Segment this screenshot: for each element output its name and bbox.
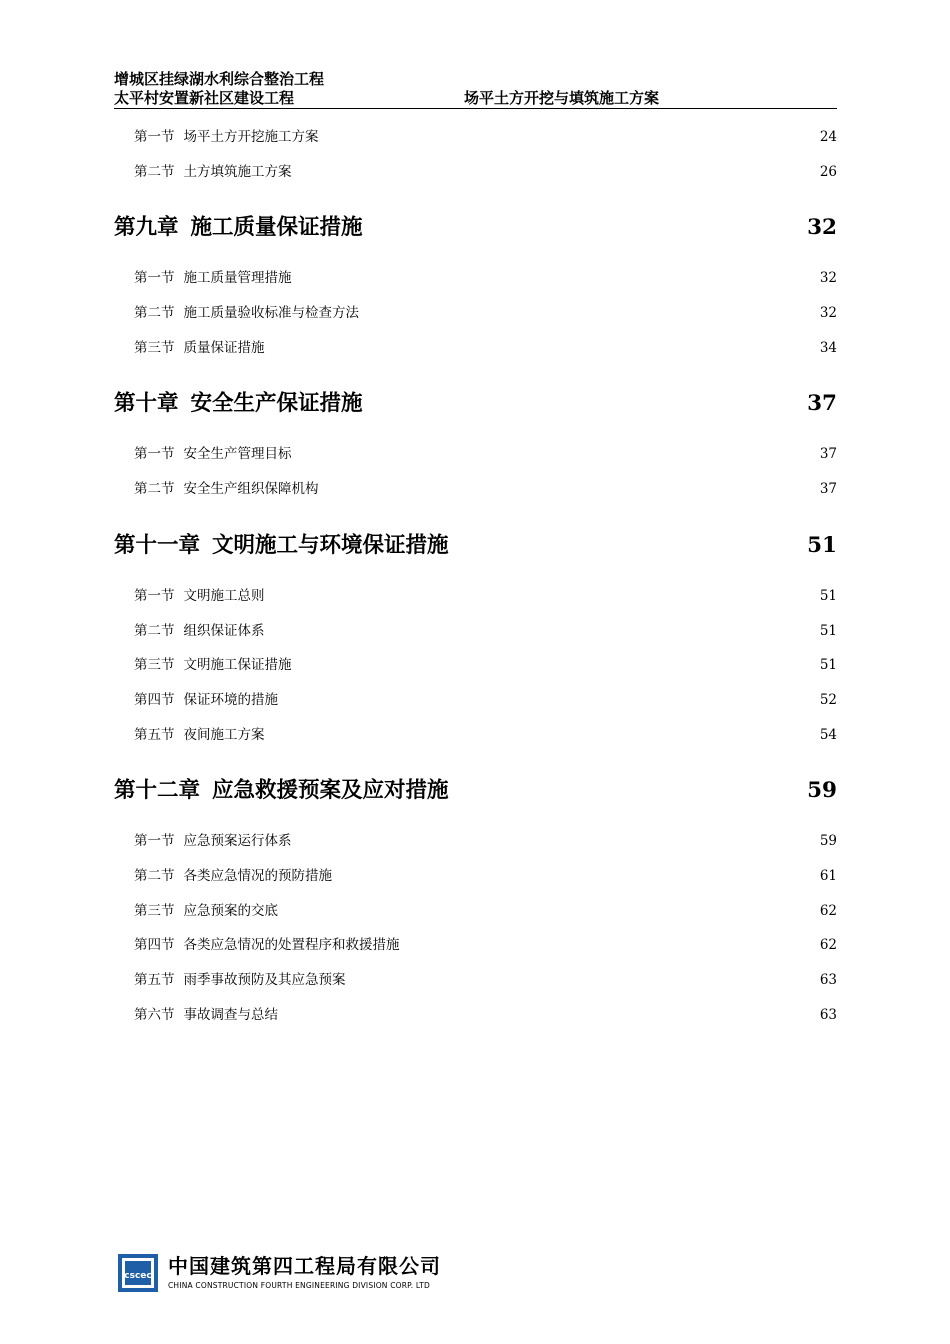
dot-leader bbox=[292, 831, 820, 845]
section-title: 安全生产管理目标 bbox=[183, 446, 292, 463]
page-number: 37 bbox=[807, 391, 837, 417]
dot-leader bbox=[292, 655, 820, 669]
section-title: 应急预案运行体系 bbox=[183, 833, 292, 850]
chapter-title: 应急救援预案及应对措施 bbox=[212, 778, 449, 804]
section-number: 第五节 bbox=[134, 972, 175, 988]
dot-leader bbox=[278, 901, 820, 915]
page-number: 32 bbox=[819, 270, 837, 287]
dot-leader bbox=[265, 725, 820, 739]
toc-entry-label bbox=[134, 296, 359, 331]
dot-leader bbox=[265, 586, 820, 600]
page-number: 63 bbox=[819, 972, 837, 988]
section-title: 事故调查与总结 bbox=[183, 1006, 278, 1023]
page-header bbox=[114, 68, 837, 109]
section-number: 第四节 bbox=[134, 691, 175, 708]
section-number: 第一节 bbox=[134, 270, 175, 287]
header-project-line2: 太平村安置新社区建设工程 bbox=[114, 89, 295, 107]
section-number: 第二节 bbox=[134, 481, 175, 498]
chapter-number: 第十章 bbox=[114, 391, 179, 417]
toc-chapter-entry[interactable] bbox=[114, 378, 837, 430]
dot-leader bbox=[278, 1005, 820, 1019]
toc-entry-label bbox=[134, 261, 292, 296]
dot-leader bbox=[319, 127, 820, 141]
section-number: 第六节 bbox=[134, 1006, 175, 1023]
toc-section-entry[interactable] bbox=[114, 296, 837, 331]
toc-section-entry[interactable] bbox=[114, 331, 837, 366]
page-number: 51 bbox=[819, 622, 837, 639]
footer-company-cn: 中国建筑第四工程局有限公司 bbox=[168, 1254, 441, 1278]
svg-text:cscec: cscec bbox=[124, 1271, 152, 1281]
toc-entry-label bbox=[134, 928, 400, 963]
toc-entry-label bbox=[134, 683, 278, 718]
section-number: 第三节 bbox=[134, 902, 175, 919]
chapter-number: 第九章 bbox=[114, 215, 179, 241]
dot-leader bbox=[449, 777, 808, 797]
dot-leader bbox=[363, 390, 808, 410]
dot-leader bbox=[332, 866, 820, 880]
section-title: 各类应急情况的处置程序和救援措施 bbox=[183, 937, 400, 954]
section-number: 第二节 bbox=[134, 867, 175, 884]
header-document-title: 场平土方开挖与填筑施工方案 bbox=[464, 89, 660, 107]
toc-entry-label bbox=[134, 963, 346, 998]
toc-entry-label bbox=[134, 998, 278, 1033]
chapter-title: 文明施工与环境保证措施 bbox=[212, 532, 449, 558]
page-number: 62 bbox=[819, 937, 837, 954]
page-number: 62 bbox=[819, 902, 837, 919]
chapter-title: 安全生产保证措施 bbox=[190, 391, 363, 417]
toc-section-entry[interactable] bbox=[114, 437, 837, 472]
toc-entry-label bbox=[134, 859, 332, 894]
page-number: 51 bbox=[807, 532, 837, 558]
dot-leader bbox=[292, 444, 820, 458]
section-number: 第二节 bbox=[134, 305, 175, 322]
page-number: 51 bbox=[819, 587, 837, 604]
toc-entry-label bbox=[134, 472, 319, 507]
toc-chapter-entry[interactable] bbox=[114, 202, 837, 254]
toc-section-entry[interactable] bbox=[114, 998, 837, 1033]
page-number: 34 bbox=[819, 339, 837, 356]
toc-entry-label bbox=[134, 437, 292, 472]
page-number: 61 bbox=[819, 867, 837, 884]
toc-section-entry[interactable] bbox=[114, 718, 837, 753]
toc-entry-label bbox=[114, 202, 363, 254]
section-number: 第一节 bbox=[134, 446, 175, 463]
dot-leader bbox=[265, 338, 820, 352]
toc-entry-label bbox=[134, 579, 265, 614]
section-number: 第三节 bbox=[134, 339, 175, 356]
section-number: 第二节 bbox=[134, 622, 175, 639]
table-of-contents bbox=[114, 120, 837, 1032]
toc-section-entry[interactable] bbox=[114, 683, 837, 718]
dot-leader bbox=[292, 268, 820, 282]
toc-section-entry[interactable] bbox=[114, 859, 837, 894]
section-title: 文明施工总则 bbox=[183, 587, 265, 604]
page-number: 26 bbox=[819, 163, 837, 180]
section-number: 第三节 bbox=[134, 657, 175, 674]
section-title: 各类应急情况的预防措施 bbox=[183, 867, 332, 884]
page-number: 59 bbox=[807, 778, 837, 804]
chapter-number: 第十二章 bbox=[114, 778, 201, 804]
dot-leader bbox=[265, 621, 820, 635]
section-number: 第四节 bbox=[134, 937, 175, 954]
page-number: 51 bbox=[819, 657, 837, 674]
dot-leader bbox=[319, 479, 820, 493]
page-number: 24 bbox=[819, 129, 837, 145]
toc-section-entry[interactable] bbox=[114, 120, 837, 155]
toc-entry-label bbox=[134, 331, 265, 366]
section-title: 场平土方开挖施工方案 bbox=[183, 129, 319, 145]
toc-section-entry[interactable] bbox=[114, 472, 837, 507]
toc-entry-label bbox=[134, 718, 265, 753]
toc-section-entry[interactable] bbox=[114, 614, 837, 649]
page-number: 37 bbox=[819, 481, 837, 498]
section-title: 质量保证措施 bbox=[183, 339, 265, 356]
toc-section-entry[interactable] bbox=[114, 579, 837, 614]
dot-leader bbox=[292, 162, 820, 176]
page-number: 32 bbox=[807, 215, 837, 241]
toc-chapter-entry[interactable] bbox=[114, 765, 837, 817]
chapter-number: 第十一章 bbox=[114, 532, 201, 558]
page-number: 59 bbox=[819, 833, 837, 850]
dot-leader bbox=[278, 690, 820, 704]
toc-entry-label bbox=[114, 765, 449, 817]
dot-leader bbox=[400, 935, 820, 949]
section-title: 安全生产组织保障机构 bbox=[183, 481, 319, 498]
dot-leader bbox=[346, 970, 820, 984]
toc-entry-label bbox=[134, 120, 319, 155]
toc-entry-label bbox=[114, 378, 363, 430]
section-number: 第一节 bbox=[134, 587, 175, 604]
header-project-line1: 增城区挂绿湖水利综合整治工程 bbox=[114, 70, 325, 88]
toc-section-entry[interactable] bbox=[114, 155, 837, 190]
footer-company-en: CHINA CONSTRUCTION FOURTH ENGINEERING DIVISION CORP. LTD bbox=[168, 1281, 430, 1290]
toc-chapter-entry[interactable] bbox=[114, 520, 837, 572]
page-number: 37 bbox=[819, 446, 837, 463]
toc-entry-label bbox=[114, 520, 449, 572]
section-number: 第五节 bbox=[134, 726, 175, 743]
cscec-logo-icon bbox=[118, 1254, 158, 1292]
section-title: 应急预案的交底 bbox=[183, 902, 278, 919]
page-number: 63 bbox=[819, 1006, 837, 1023]
section-number: 第一节 bbox=[134, 129, 175, 145]
section-title: 土方填筑施工方案 bbox=[183, 163, 292, 180]
section-title: 夜间施工方案 bbox=[183, 726, 265, 743]
section-title: 施工质量管理措施 bbox=[183, 270, 292, 287]
toc-section-entry[interactable] bbox=[114, 648, 837, 683]
page-number: 54 bbox=[819, 726, 837, 743]
section-number: 第一节 bbox=[134, 833, 175, 850]
toc-entry-label bbox=[134, 648, 292, 683]
toc-entry-label bbox=[134, 824, 292, 859]
section-title: 施工质量验收标准与检查方法 bbox=[183, 305, 359, 322]
section-title: 文明施工保证措施 bbox=[183, 657, 292, 674]
section-title: 组织保证体系 bbox=[183, 622, 265, 639]
page-number: 32 bbox=[819, 305, 837, 322]
chapter-title: 施工质量保证措施 bbox=[190, 215, 363, 241]
dot-leader bbox=[359, 303, 820, 317]
section-number: 第二节 bbox=[134, 163, 175, 180]
toc-entry-label bbox=[134, 894, 278, 929]
dot-leader bbox=[363, 214, 808, 234]
toc-section-entry[interactable] bbox=[114, 824, 837, 859]
section-title: 雨季事故预防及其应急预案 bbox=[183, 972, 346, 988]
page-number: 52 bbox=[819, 691, 837, 708]
toc-section-entry[interactable] bbox=[114, 894, 837, 929]
section-title: 保证环境的措施 bbox=[183, 691, 278, 708]
dot-leader bbox=[449, 532, 808, 552]
toc-section-entry[interactable] bbox=[114, 261, 837, 296]
toc-entry-label bbox=[134, 155, 292, 190]
toc-section-entry[interactable] bbox=[114, 928, 837, 963]
toc-entry-label bbox=[134, 614, 265, 649]
toc-section-entry[interactable] bbox=[114, 963, 837, 998]
